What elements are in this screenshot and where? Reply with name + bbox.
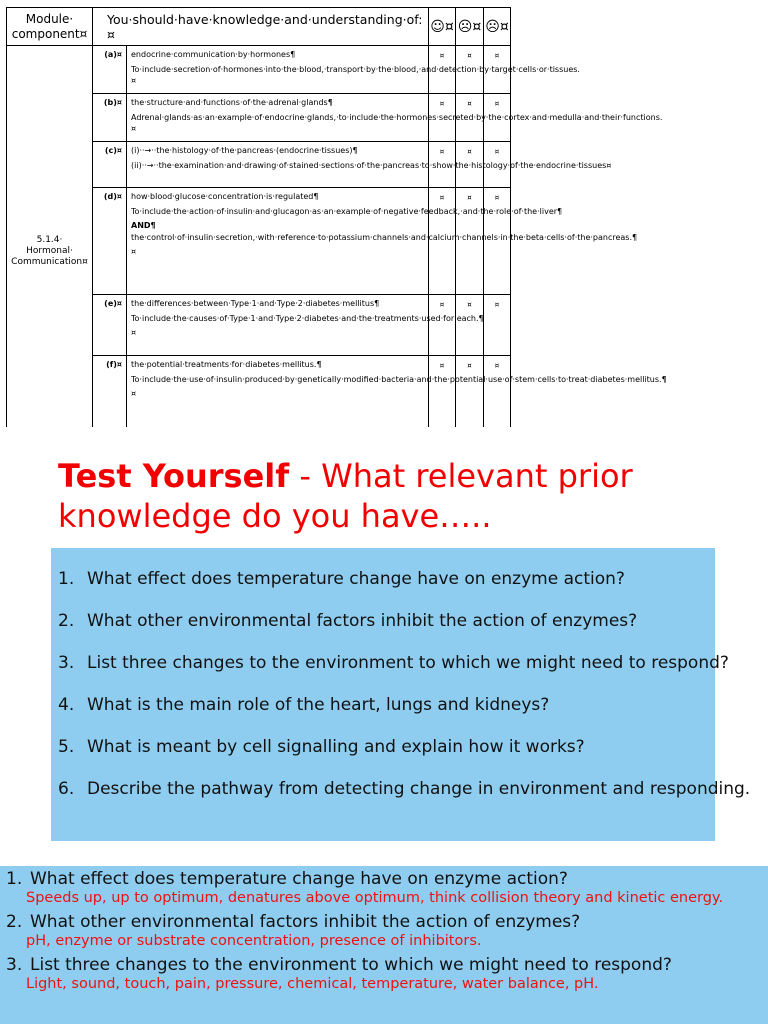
heading-bold: Test Yourself — [58, 457, 290, 495]
question-text: List three changes to the environment to which we might need to respond? — [87, 653, 729, 673]
checkbox-cell[interactable]: ¤ — [456, 46, 484, 94]
question-text: Describe the pathway from detecting change in environment and responding. — [87, 779, 751, 799]
module-name-line-1: 5.1.4· — [36, 234, 63, 245]
row-description — [127, 142, 612, 188]
answer-text: pH, enzyme or substrate concentration, presence of inhibitors. — [26, 933, 482, 949]
heading-rest: - What relevant prior knowledge do you have….. — [58, 457, 633, 535]
checkbox-cell[interactable]: ¤ — [456, 94, 484, 142]
checkbox-cell[interactable]: ¤ — [429, 94, 456, 142]
spec-row-a — [7, 46, 511, 94]
answer-question-text: What other environmental factors inhibit the action of enzymes? — [30, 912, 581, 932]
question-number: 1. — [58, 569, 75, 589]
row-detail: To·include·the·causes·of·Type·1·and·Type·2·diabetes·and·the·treatments·used·for·each.¶ — [131, 313, 484, 323]
module-name — [7, 46, 93, 427]
row-title: the·potential·treatments·for·diabetes·mellitus.¶ — [131, 360, 322, 369]
row-code: (b)¤ — [93, 94, 127, 142]
header-knowledge: You·should·have·knowledge·and·understanding·of:¤ — [93, 8, 429, 46]
question-text: What is the main role of the heart, lungs and kidneys? — [87, 695, 550, 715]
question-item — [58, 646, 758, 680]
module-name-line-3: Communication¤ — [11, 256, 88, 267]
row-detail: To·include·the·action·of·insulin·and·glucagon·as·an·example·of·negative·feedback,·and·the·role·of·the·liver¶ — [131, 206, 563, 216]
question-number: 2. — [58, 611, 75, 631]
row-code: (e)¤ — [93, 295, 127, 356]
question-item — [58, 604, 758, 638]
row-description — [127, 94, 663, 142]
specification-table — [6, 7, 667, 426]
question-text: What is meant by cell signalling and explain how it works? — [87, 737, 585, 757]
checkbox-cell[interactable]: ¤ — [484, 188, 511, 295]
smiley-sad-icon: ☹¤ — [484, 8, 511, 46]
row-code: (d)¤ — [93, 188, 127, 295]
spec-grid — [6, 7, 667, 427]
row-description — [127, 295, 484, 356]
row-code: (a)¤ — [93, 46, 127, 94]
question-number: 3. — [58, 653, 75, 673]
row-description — [127, 356, 667, 427]
question-item — [58, 730, 758, 764]
checkbox-cell[interactable]: ¤ — [456, 295, 484, 356]
row-title: the·differences·between·Type·1·and·Type·2·diabetes·mellitus¶ — [131, 299, 380, 308]
row-title: (i)··→··the·histology·of·the·pancreas·(endocrine·tissues)¶ — [131, 146, 358, 155]
question-item — [58, 688, 758, 722]
answer-question — [6, 911, 766, 933]
row-code: (c)¤ — [93, 142, 127, 188]
checkbox-cell[interactable]: ¤ — [429, 46, 456, 94]
question-number: 4. — [58, 695, 75, 715]
question-item — [58, 772, 758, 806]
answer-question — [6, 954, 766, 976]
question-number: 5. — [58, 737, 75, 757]
answer-number: 3. — [6, 955, 23, 975]
test-yourself-heading — [58, 456, 758, 536]
smiley-happy-icon: ☺¤ — [429, 8, 456, 46]
answer-question-text: What effect does temperature change have on enzyme action? — [30, 869, 568, 889]
row-end: ¤ — [131, 389, 137, 398]
row-detail: (ii)··→··the·examination·and·drawing·of·stained·sections·of·the·pancreas·to·show·the·histology·of·the·endocrine·tissues¤ — [131, 160, 612, 170]
question-text: What effect does temperature change have on enzyme action? — [87, 569, 625, 589]
row-end: ¤ — [131, 328, 137, 337]
checkbox-cell[interactable]: ¤ — [456, 188, 484, 295]
row-title: how·blood·glucose·concentration·is·regulated¶ — [131, 192, 319, 201]
question-item — [58, 562, 758, 596]
row-detail-2: the·control·of·insulin·secretion,·with·reference·to·potassium·channels·and·calcium·channels·in·the·beta·cells·of·the·pancreas.¶ — [131, 232, 638, 242]
row-code: (f)¤ — [93, 356, 127, 427]
answer-number: 1. — [6, 869, 23, 889]
checkbox-cell[interactable]: ¤ — [429, 295, 456, 356]
smiley-neutral-icon: ☹¤ — [456, 8, 484, 46]
row-title: the·structure·and·functions·of·the·adrenal·glands¶ — [131, 98, 333, 107]
questions-list — [58, 562, 758, 814]
row-end: ¤ — [131, 247, 137, 256]
row-description — [127, 188, 638, 295]
answer-question — [6, 868, 766, 890]
header-module-component: Module· component¤ — [7, 8, 93, 46]
answers-list — [6, 868, 766, 997]
checkbox-cell[interactable]: ¤ — [484, 46, 511, 94]
checkbox-cell[interactable]: ¤ — [484, 94, 511, 142]
checkbox-cell[interactable]: ¤ — [429, 188, 456, 295]
row-and: AND¶ — [131, 221, 156, 230]
row-title: endocrine·communication·by·hormones¶ — [131, 50, 296, 59]
answer-text: Light, sound, touch, pain, pressure, chemical, temperature, water balance, pH. — [26, 976, 599, 992]
module-name-line-2: Hormonal· — [26, 245, 73, 256]
answer-text: Speeds up, up to optimum, denatures above optimum, think collision theory and kinetic energy. — [26, 890, 724, 906]
checkbox-cell[interactable]: ¤ — [484, 295, 511, 356]
question-number: 6. — [58, 779, 75, 799]
checkbox-cell[interactable]: ¤ — [456, 356, 484, 427]
checkbox-cell[interactable]: ¤ — [456, 142, 484, 188]
checkbox-cell[interactable]: ¤ — [484, 356, 511, 427]
spec-header-row — [7, 8, 511, 46]
checkbox-cell[interactable]: ¤ — [484, 142, 511, 188]
answer-number: 2. — [6, 912, 23, 932]
row-description — [127, 46, 580, 94]
row-detail: To·include·the·use·of·insulin·produced·by·genetically·modified·bacteria·and·the·potential·use·of·stem·cells·to·treat·diabetes·mellitus.¶ — [131, 374, 667, 384]
checkbox-cell[interactable]: ¤ — [429, 142, 456, 188]
question-text: What other environmental factors inhibit the action of enzymes? — [87, 611, 638, 631]
row-detail: Adrenal·glands·as·an·example·of·endocrine·glands,·to·include·the·hormones·secreted·by·the·cortex·and·medulla·and·their·functions.¤ — [131, 112, 663, 133]
checkbox-cell[interactable]: ¤ — [429, 356, 456, 427]
answer-question-text: List three changes to the environment to which we might need to respond? — [30, 955, 672, 975]
row-detail: To·include·secretion·of·hormones·into·the·blood,·transport·by·the·blood,·and·detection·by·target·cells·or·tissues.¤ — [131, 64, 580, 85]
